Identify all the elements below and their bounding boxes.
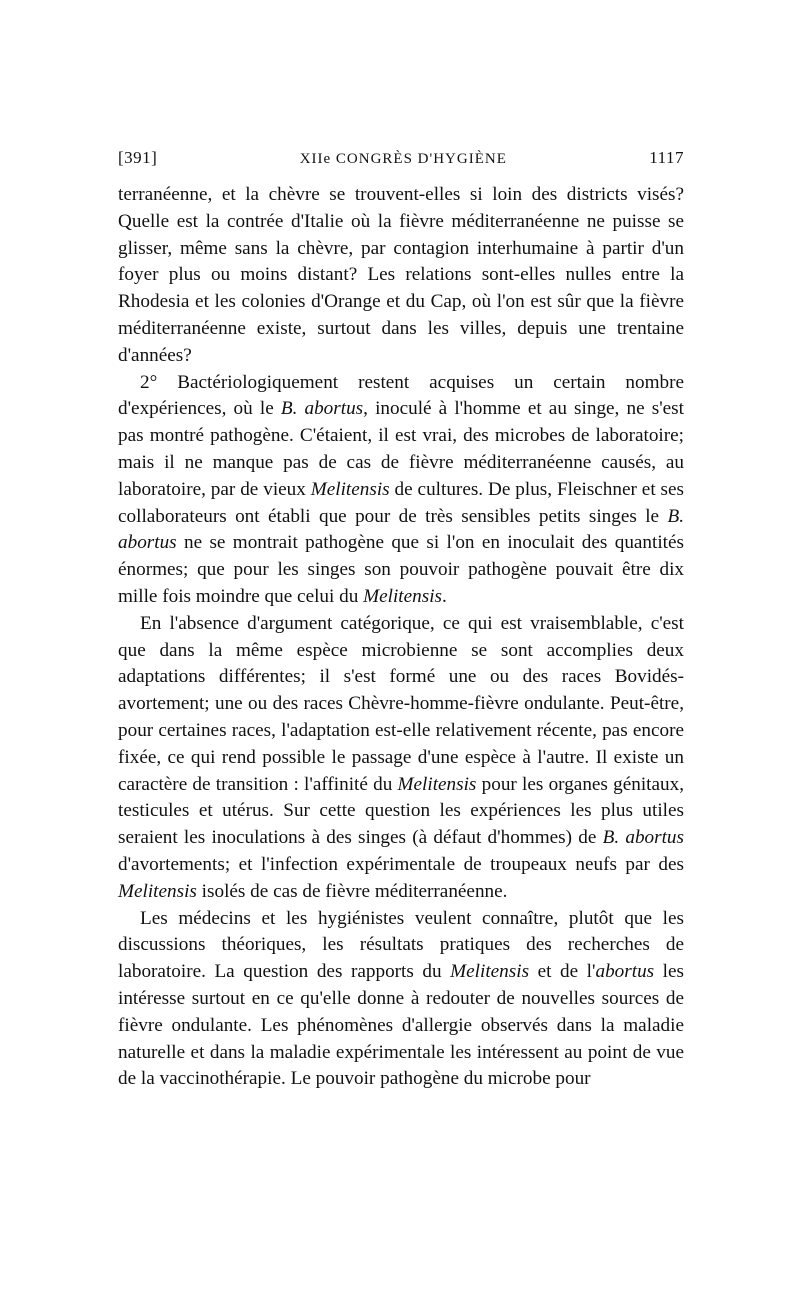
paragraph-3-italic-2: B. abortus — [602, 827, 684, 849]
paragraph-2-text-3: de cultures. De plus, Fleischner et ses collaborateurs ont établi que pour de très sensibles petits singes le — [118, 478, 684, 527]
paragraph-4-text-3: les intéresse surtout en ce qu'elle donne à redouter de nouvelles sources de fièvre ondulante. Les phénomènes d'allergie observés dans la maladie naturelle et dans la maladie expérimentale les intéressent au point de vue de la vaccinothérapie. Le pouvoir pathogène du microbe pour — [118, 961, 685, 1090]
paragraph-1 — [118, 182, 684, 370]
body-text — [118, 182, 684, 1093]
book-page — [118, 148, 684, 1093]
paragraph-2 — [118, 370, 684, 611]
paragraph-2-text-1: 2° Bactériologiquement restent acquises un certain nombre d'expériences, où le — [118, 371, 684, 420]
paragraph-3-text-3: d'avortements; et l'infection expérimentale de troupeaux neufs par des — [118, 853, 684, 875]
paragraph-3-text-2: pour les organes génitaux, testicules et utérus. Sur cette question les expériences les plus utiles seraient les inoculations à des singes (à défaut d'hommes) de — [118, 773, 684, 849]
running-header — [118, 148, 684, 168]
paragraph-4 — [118, 906, 684, 1094]
paragraph-2-italic-4: Melitensis — [363, 585, 442, 607]
paragraph-3-italic-1: Melitensis — [397, 773, 477, 795]
paragraph-4-italic-2: abortus — [595, 961, 655, 983]
paragraph-3-text-1: En l'absence d'argument catégorique, ce qui est vraisemblable, c'est que dans la même espèce microbienne se sont accomplies deux adaptations différentes; il s'est formé une ou des races Bovidés-avortement; une ou des races Chèvre-homme-fièvre ondulante. Peut-être, pour certaines races, l'adaptation est-elle relativement récente, pas encore fixée, ce qui rend possible le passage d'une espèce à l'autre. Il existe un caractère de transition : l'affinité du — [118, 612, 684, 795]
paragraph-4-text-2: et de l' — [529, 961, 596, 983]
page-reference: [391] — [118, 148, 158, 167]
paragraph-1-text: terranéenne, et la chèvre se trouvent-elles si loin des districts visés? Quelle est la contrée d'Italie où la fièvre méditerranéenne ne puisse se glisser, même sans la chèvre, par contagion interhumaine à partir d'un foyer plus ou moins distant? Les relations sont-elles nulles entre la Rhodesia et les colonies d'Orange et du Cap, où l'on est sûr que la fièvre méditerranéenne existe, surtout dans les villes, depuis une trentaine d'années? — [118, 184, 684, 366]
paragraph-2-italic-3: B. abortus — [118, 505, 684, 554]
paragraph-3-italic-3: Melitensis — [118, 880, 197, 902]
paragraph-3-text-4: isolés de cas de fièvre méditerranéenne. — [196, 880, 508, 902]
running-title: XIIe CONGRÈS D'HYGIÈNE — [299, 151, 507, 167]
paragraph-2-italic-2: Melitensis — [310, 478, 390, 500]
paragraph-4-text-1: Les médecins et les hygiénistes veulent connaître, plutôt que les discussions théoriques, les résultats pratiques des recherches de laboratoire. La question des rapports du — [118, 907, 684, 983]
paragraph-3 — [118, 611, 684, 906]
paragraph-2-text-4: ne se montrait pathogène que si l'on en inoculait des quantités énormes; que pour les singes son pouvoir pathogène pouvait être dix mille fois moindre que celui du — [118, 532, 684, 607]
page-number: 1117 — [649, 148, 684, 167]
paragraph-4-italic-1: Melitensis — [450, 961, 530, 983]
paragraph-2-text-5: . — [442, 585, 447, 607]
paragraph-2-italic-1: B. abortus — [280, 398, 364, 420]
paragraph-2-text-2: , inoculé à l'homme et au singe, ne s'est pas montré pathogène. C'étaient, il est vrai, des microbes de laboratoire; mais il ne manque pas de cas de fièvre méditerranéenne causés, au laboratoire, par de vieux — [118, 398, 684, 500]
